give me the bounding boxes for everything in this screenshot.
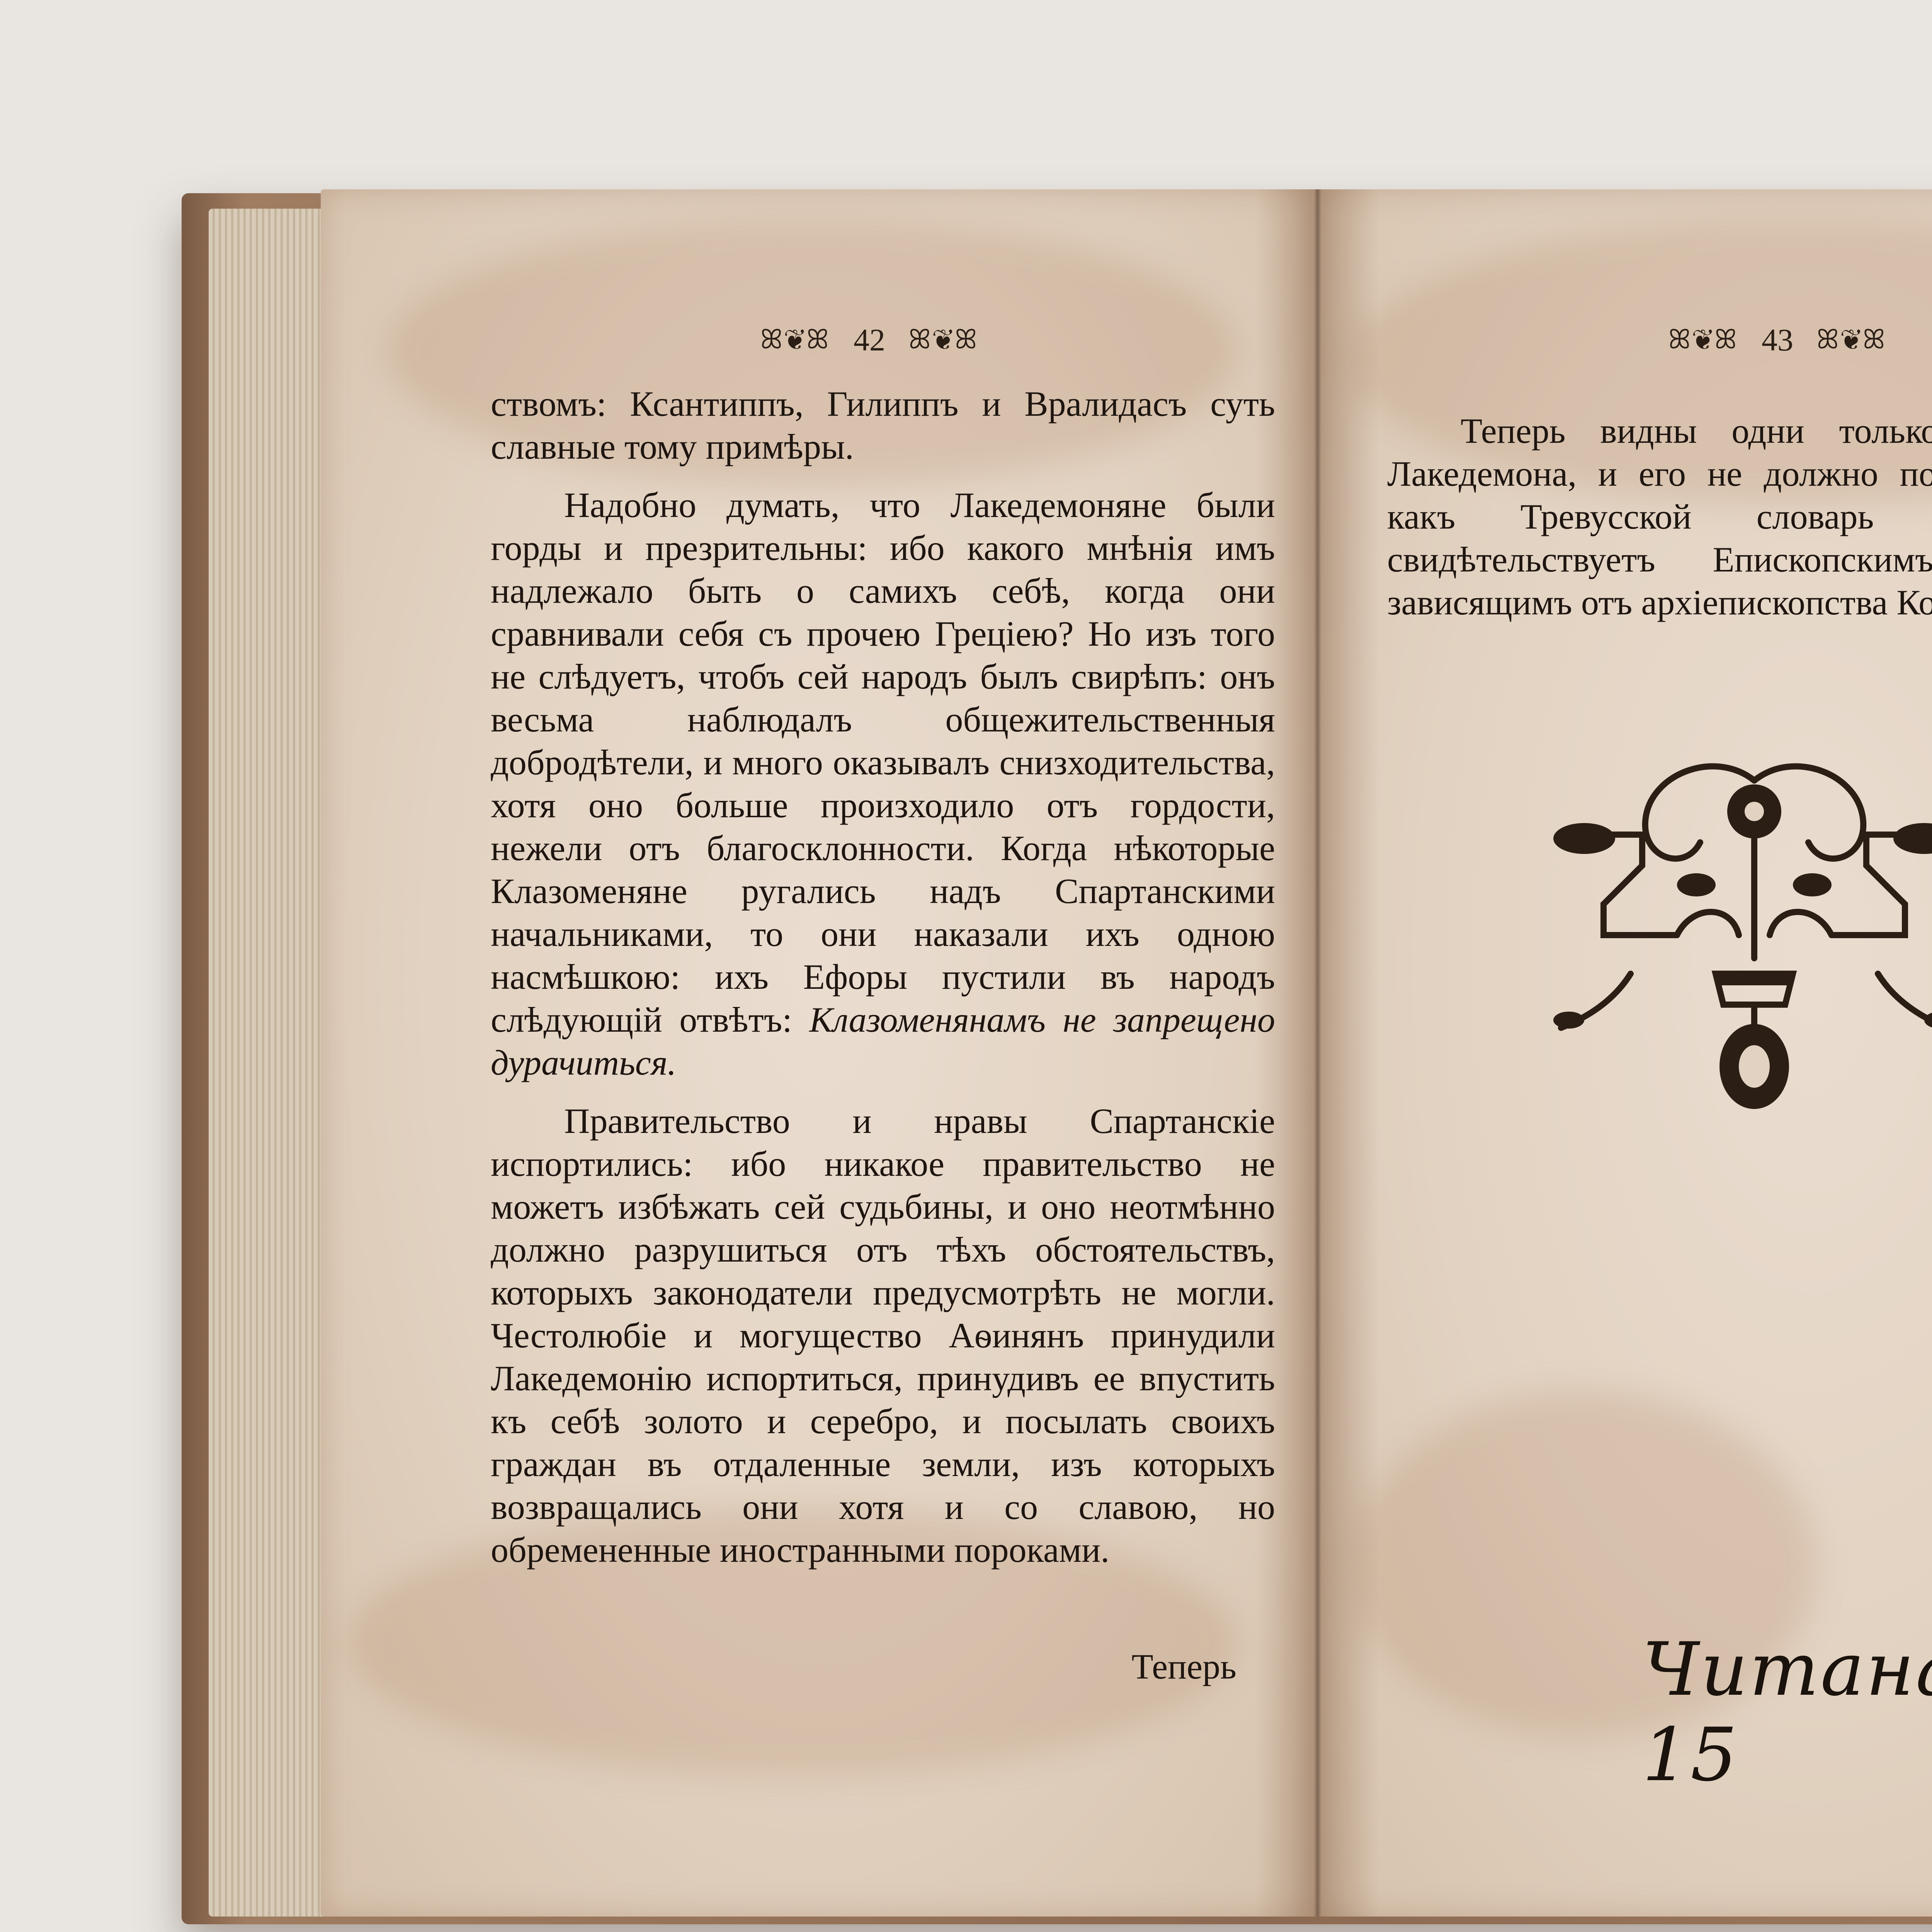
paragraph: Теперь видны одни только Лакедемона, и его не должно по какъ Тревусской словарь свидѣтельствуетъ Епископскимъ зависящимъ отъ архіепископства Ко: [1387, 410, 1932, 624]
catchword: Теперь: [1121, 1646, 1236, 1687]
page-number: 43: [1762, 322, 1793, 358]
ornament-icon: ꕤ❦ꕤ: [908, 325, 979, 355]
page-number: 42: [854, 322, 885, 358]
ornament-icon: ꕤ❦ꕤ: [760, 325, 830, 355]
ornament-icon: ꕤ❦ꕤ: [1668, 325, 1738, 355]
paragraph-body: Надобно думать, что Лакедемоняне были горды и презрительны: ибо какого мнѣнія имъ надлежало быть о самихъ себѣ, когда они сравнивали себя съ прочею Греціею? Но изъ того не слѣдуетъ, чтобъ сей народъ былъ свирѣпъ: онъ весьма наблюдалъ общежительственныя добродѣтели, и много оказывалъ снизходительства, хотя оно больше произходило отъ гордости, нежели отъ благосклонности. Когда нѣкоторые Клазоменяне ругались надъ Спартанскими начальниками, то они наказали ихъ одною насмѣшкою: ихъ Ефоры пустили въ народъ слѣдующій отвѣтъ:: [491, 485, 1275, 1039]
italic-quote: Клазоменянамъ не запрещено дурачиться.: [491, 1000, 1275, 1082]
ornament-icon: ꕤ❦ꕤ: [1816, 325, 1887, 355]
paragraph: Правительство и нравы Спартанскіе испортились: ибо никакое правительство не можетъ избѣжать сей судьбины, и оно неотмѣнно должно разрушиться отъ тѣхъ обстоятельствъ, которыхъ законодатели предусмотрѣть не могли. Честолюбіе и могущество Аѳинянъ принудили Лакедемонію испортиться, принудивъ ее впустить къ себѣ золото и серебро, и посылать своихъ граждан въ отдаленные земли, изъ которыхъ возвращались они хотя и со славою, но обремененные иностранными пороками.: [491, 1100, 1275, 1571]
paragraph: ствомъ: Ксантиппъ, Гилиппъ и Вралидасъ суть славные тому примѣры.: [491, 383, 1275, 468]
handwritten-line: Читана 15: [1642, 1627, 1932, 1798]
